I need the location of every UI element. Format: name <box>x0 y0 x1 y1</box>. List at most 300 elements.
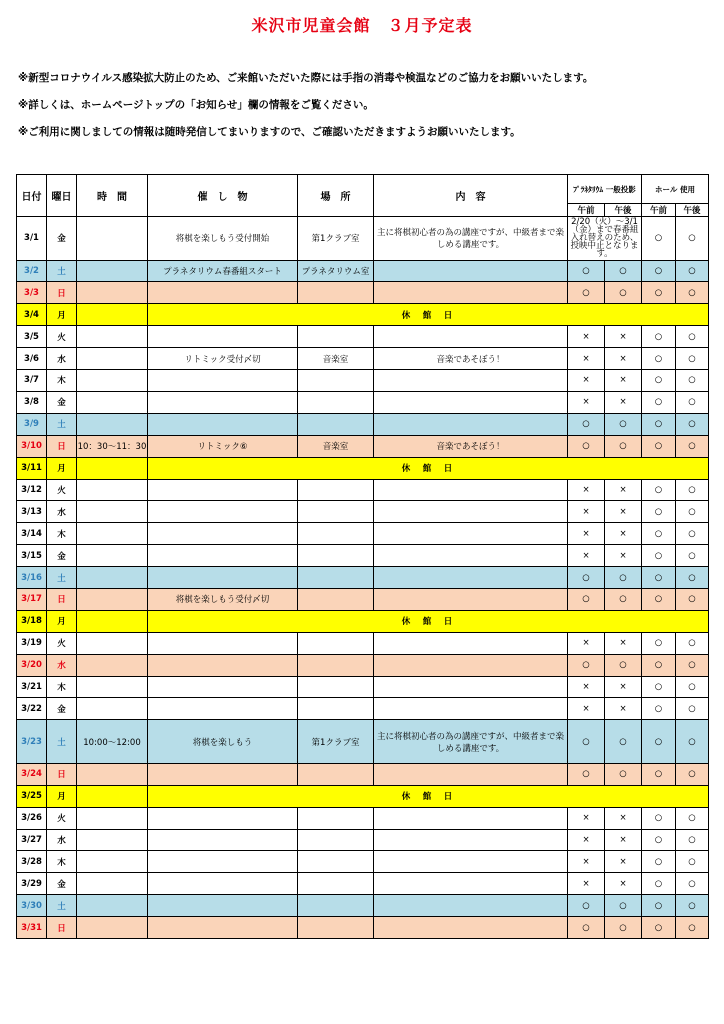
planetarium-pm-cell: × <box>605 391 642 413</box>
hall-pm-cell: ○ <box>676 654 709 676</box>
schedule-row <box>17 326 709 348</box>
hall-pm-cell: ○ <box>676 479 709 501</box>
hall-pm-cell: ○ <box>676 282 709 304</box>
time-cell <box>77 545 148 567</box>
time-cell <box>77 391 148 413</box>
content-cell <box>374 567 568 589</box>
hall-am-cell: ○ <box>642 545 676 567</box>
time-cell <box>77 785 148 807</box>
place-cell: 第1クラブ室 <box>298 217 374 261</box>
planetarium-pm-cell: ○ <box>605 413 642 435</box>
schedule-row <box>17 698 709 720</box>
planetarium-pm-cell: × <box>605 632 642 654</box>
schedule-row <box>17 720 709 764</box>
planetarium-pm-cell: × <box>605 851 642 873</box>
content-cell <box>374 370 568 392</box>
event-cell: リトミック受付〆切 <box>148 348 298 370</box>
weekday-cell: 木 <box>47 851 77 873</box>
weekday-cell: 水 <box>47 501 77 523</box>
closed-day-label: 休 館 日 <box>148 785 709 807</box>
hall-am-cell: ○ <box>642 217 676 261</box>
place-cell <box>298 588 374 610</box>
weekday-cell: 月 <box>47 610 77 632</box>
weekday-cell: 金 <box>47 873 77 895</box>
weekday-cell: 金 <box>47 391 77 413</box>
schedule-row <box>17 654 709 676</box>
planetarium-pm-cell: × <box>605 807 642 829</box>
date-cell: 3/8 <box>17 391 47 413</box>
weekday-cell: 土 <box>47 895 77 917</box>
hall-am-cell: ○ <box>642 413 676 435</box>
hall-pm-cell: ○ <box>676 545 709 567</box>
date-cell: 3/3 <box>17 282 47 304</box>
hall-am-cell: ○ <box>642 720 676 764</box>
place-cell <box>298 567 374 589</box>
hall-am-cell: ○ <box>642 260 676 282</box>
hall-pm-cell: ○ <box>676 435 709 457</box>
hall-am-cell: ○ <box>642 326 676 348</box>
hall-pm-cell: ○ <box>676 763 709 785</box>
schedule-row <box>17 282 709 304</box>
event-cell: リトミック⑥ <box>148 435 298 457</box>
header-hall-am: 午前 <box>642 204 676 217</box>
planetarium-am-cell: ○ <box>568 567 605 589</box>
event-cell <box>148 676 298 698</box>
planetarium-am-cell: × <box>568 632 605 654</box>
header-time: 時 間 <box>77 175 148 217</box>
planetarium-pm-cell: × <box>605 501 642 523</box>
date-cell: 3/11 <box>17 457 47 479</box>
schedule-row <box>17 829 709 851</box>
hall-pm-cell: ○ <box>676 217 709 261</box>
schedule-row <box>17 632 709 654</box>
hall-pm-cell: ○ <box>676 807 709 829</box>
weekday-cell: 水 <box>47 348 77 370</box>
planetarium-pm-cell: ○ <box>605 895 642 917</box>
place-cell <box>298 895 374 917</box>
schedule-row <box>17 588 709 610</box>
hall-am-cell: ○ <box>642 873 676 895</box>
weekday-cell: 土 <box>47 413 77 435</box>
hall-am-cell: ○ <box>642 567 676 589</box>
time-cell <box>77 588 148 610</box>
hall-pm-cell: ○ <box>676 567 709 589</box>
header-hall-pm: 午後 <box>676 204 709 217</box>
hall-am-cell: ○ <box>642 391 676 413</box>
content-cell <box>374 632 568 654</box>
weekday-cell: 土 <box>47 567 77 589</box>
planetarium-pm-cell: × <box>605 698 642 720</box>
hall-am-cell: ○ <box>642 588 676 610</box>
schedule-row <box>17 676 709 698</box>
content-cell <box>374 545 568 567</box>
place-cell <box>298 807 374 829</box>
date-cell: 3/7 <box>17 370 47 392</box>
hall-am-cell: ○ <box>642 435 676 457</box>
schedule-row <box>17 523 709 545</box>
closed-day-label: 休 館 日 <box>148 457 709 479</box>
content-cell: 音楽であそぼう！ <box>374 348 568 370</box>
event-cell <box>148 413 298 435</box>
date-cell: 3/31 <box>17 917 47 939</box>
content-cell <box>374 588 568 610</box>
weekday-cell: 土 <box>47 260 77 282</box>
place-cell <box>298 413 374 435</box>
hall-pm-cell: ○ <box>676 698 709 720</box>
event-cell: 将棋を楽しもう受付〆切 <box>148 588 298 610</box>
time-cell <box>77 326 148 348</box>
time-cell <box>77 260 148 282</box>
weekday-cell: 火 <box>47 326 77 348</box>
weekday-cell: 木 <box>47 370 77 392</box>
planetarium-am-cell: × <box>568 501 605 523</box>
notice-line: ※新型コロナウイルス感染拡大防止のため、ご来館いただいた際には手指の消毒や検温などのご協力をお願いいたします。 <box>18 72 594 84</box>
hall-pm-cell: ○ <box>676 851 709 873</box>
planetarium-pm-cell: ○ <box>605 917 642 939</box>
content-cell: 音楽であそぼう！ <box>374 435 568 457</box>
weekday-cell: 水 <box>47 654 77 676</box>
date-cell: 3/24 <box>17 763 47 785</box>
time-cell <box>77 567 148 589</box>
hall-pm-cell: ○ <box>676 260 709 282</box>
hall-pm-cell: ○ <box>676 348 709 370</box>
planetarium-pm-cell: × <box>605 370 642 392</box>
event-cell: プラネタリウム春番組スタート <box>148 260 298 282</box>
planetarium-pm-cell: × <box>605 326 642 348</box>
hall-am-cell: ○ <box>642 348 676 370</box>
date-cell: 3/23 <box>17 720 47 764</box>
event-cell <box>148 851 298 873</box>
time-cell <box>77 610 148 632</box>
weekday-cell: 月 <box>47 457 77 479</box>
date-cell: 3/14 <box>17 523 47 545</box>
schedule-row <box>17 304 709 326</box>
place-cell <box>298 917 374 939</box>
time-cell <box>77 829 148 851</box>
planetarium-am-cell: × <box>568 676 605 698</box>
event-cell <box>148 501 298 523</box>
date-cell: 3/4 <box>17 304 47 326</box>
place-cell <box>298 326 374 348</box>
planetarium-am-cell: ○ <box>568 413 605 435</box>
time-cell <box>77 348 148 370</box>
planetarium-am-cell: × <box>568 545 605 567</box>
weekday-cell: 土 <box>47 720 77 764</box>
event-cell <box>148 282 298 304</box>
hall-am-cell: ○ <box>642 829 676 851</box>
hall-am-cell: ○ <box>642 479 676 501</box>
date-cell: 3/1 <box>17 217 47 261</box>
date-cell: 3/22 <box>17 698 47 720</box>
schedule-row <box>17 501 709 523</box>
hall-am-cell: ○ <box>642 917 676 939</box>
time-cell <box>77 282 148 304</box>
planetarium-am-cell: × <box>568 391 605 413</box>
place-cell <box>298 873 374 895</box>
content-cell <box>374 260 568 282</box>
schedule-row <box>17 260 709 282</box>
event-cell <box>148 807 298 829</box>
schedule-row <box>17 391 709 413</box>
time-cell <box>77 917 148 939</box>
event-cell <box>148 654 298 676</box>
date-cell: 3/9 <box>17 413 47 435</box>
weekday-cell: 月 <box>47 785 77 807</box>
schedule-row <box>17 348 709 370</box>
place-cell <box>298 763 374 785</box>
date-cell: 3/28 <box>17 851 47 873</box>
weekday-cell: 金 <box>47 545 77 567</box>
schedule-row <box>17 785 709 807</box>
weekday-cell: 日 <box>47 282 77 304</box>
header-place: 場 所 <box>298 175 374 217</box>
weekday-cell: 金 <box>47 698 77 720</box>
content-cell <box>374 282 568 304</box>
content-cell <box>374 479 568 501</box>
planetarium-note-cell: 2/20（火）～3/1（金）まで春番組入れ替えのため、投映中止となります。 <box>568 217 642 261</box>
date-cell: 3/15 <box>17 545 47 567</box>
planetarium-am-cell: × <box>568 873 605 895</box>
hall-am-cell: ○ <box>642 895 676 917</box>
planetarium-pm-cell: ○ <box>605 435 642 457</box>
planetarium-pm-cell: × <box>605 348 642 370</box>
hall-pm-cell: ○ <box>676 676 709 698</box>
schedule-row <box>17 217 709 261</box>
hall-am-cell: ○ <box>642 807 676 829</box>
time-cell: 10:00～12:00 <box>77 720 148 764</box>
place-cell <box>298 479 374 501</box>
schedule-row <box>17 479 709 501</box>
content-cell <box>374 873 568 895</box>
date-cell: 3/16 <box>17 567 47 589</box>
hall-am-cell: ○ <box>642 523 676 545</box>
place-cell <box>298 632 374 654</box>
time-cell <box>77 217 148 261</box>
header-content: 内 容 <box>374 175 568 217</box>
time-cell: 10：30～11：30 <box>77 435 148 457</box>
content-cell <box>374 763 568 785</box>
weekday-cell: 火 <box>47 632 77 654</box>
hall-pm-cell: ○ <box>676 391 709 413</box>
date-cell: 3/12 <box>17 479 47 501</box>
place-cell <box>298 829 374 851</box>
content-cell <box>374 413 568 435</box>
date-cell: 3/26 <box>17 807 47 829</box>
date-cell: 3/13 <box>17 501 47 523</box>
planetarium-pm-cell: ○ <box>605 720 642 764</box>
hall-am-cell: ○ <box>642 698 676 720</box>
hall-pm-cell: ○ <box>676 326 709 348</box>
schedule-row <box>17 851 709 873</box>
content-cell <box>374 698 568 720</box>
date-cell: 3/27 <box>17 829 47 851</box>
header-event: 催 し 物 <box>148 175 298 217</box>
schedule-row <box>17 807 709 829</box>
event-cell <box>148 698 298 720</box>
schedule-row <box>17 457 709 479</box>
event-cell <box>148 545 298 567</box>
hall-pm-cell: ○ <box>676 632 709 654</box>
event-cell <box>148 917 298 939</box>
date-cell: 3/30 <box>17 895 47 917</box>
schedule-row <box>17 567 709 589</box>
closed-day-label: 休 館 日 <box>148 304 709 326</box>
schedule-row <box>17 370 709 392</box>
place-cell <box>298 523 374 545</box>
weekday-cell: 月 <box>47 304 77 326</box>
date-cell: 3/5 <box>17 326 47 348</box>
place-cell <box>298 545 374 567</box>
time-cell <box>77 895 148 917</box>
event-cell: 将棋を楽しもう受付開始 <box>148 217 298 261</box>
schedule-row <box>17 895 709 917</box>
closed-day-label: 休 館 日 <box>148 610 709 632</box>
weekday-cell: 金 <box>47 217 77 261</box>
hall-am-cell: ○ <box>642 676 676 698</box>
place-cell <box>298 370 374 392</box>
planetarium-pm-cell: ○ <box>605 282 642 304</box>
time-cell <box>77 370 148 392</box>
time-cell <box>77 413 148 435</box>
planetarium-am-cell: × <box>568 479 605 501</box>
schedule-table <box>16 174 709 939</box>
date-cell: 3/17 <box>17 588 47 610</box>
place-cell: 音楽室 <box>298 435 374 457</box>
event-cell <box>148 632 298 654</box>
event-cell: 将棋を楽しもう <box>148 720 298 764</box>
time-cell <box>77 676 148 698</box>
hall-am-cell: ○ <box>642 851 676 873</box>
schedule-row <box>17 545 709 567</box>
date-cell: 3/21 <box>17 676 47 698</box>
planetarium-pm-cell: × <box>605 873 642 895</box>
planetarium-pm-cell: ○ <box>605 567 642 589</box>
header-weekday: 曜日 <box>47 175 77 217</box>
time-cell <box>77 763 148 785</box>
place-cell: 第1クラブ室 <box>298 720 374 764</box>
content-cell <box>374 654 568 676</box>
content-cell <box>374 676 568 698</box>
content-cell: 主に将棋初心者の為の講座ですが、中級者まで楽しめる講座です。 <box>374 720 568 764</box>
time-cell <box>77 523 148 545</box>
planetarium-pm-cell: × <box>605 545 642 567</box>
weekday-cell: 日 <box>47 435 77 457</box>
time-cell <box>77 654 148 676</box>
planetarium-pm-cell: × <box>605 479 642 501</box>
schedule-row <box>17 413 709 435</box>
time-cell <box>77 457 148 479</box>
event-cell <box>148 326 298 348</box>
date-cell: 3/18 <box>17 610 47 632</box>
time-cell <box>77 479 148 501</box>
weekday-cell: 日 <box>47 763 77 785</box>
planetarium-am-cell: ○ <box>568 435 605 457</box>
planetarium-am-cell: ○ <box>568 260 605 282</box>
planetarium-am-cell: × <box>568 698 605 720</box>
hall-pm-cell: ○ <box>676 917 709 939</box>
time-cell <box>77 698 148 720</box>
weekday-cell: 木 <box>47 676 77 698</box>
event-cell <box>148 873 298 895</box>
weekday-cell: 木 <box>47 523 77 545</box>
hall-am-cell: ○ <box>642 501 676 523</box>
hall-am-cell: ○ <box>642 370 676 392</box>
weekday-cell: 火 <box>47 807 77 829</box>
time-cell <box>77 851 148 873</box>
hall-pm-cell: ○ <box>676 370 709 392</box>
hall-pm-cell: ○ <box>676 588 709 610</box>
time-cell <box>77 807 148 829</box>
planetarium-am-cell: ○ <box>568 654 605 676</box>
schedule-row <box>17 610 709 632</box>
date-cell: 3/19 <box>17 632 47 654</box>
date-cell: 3/25 <box>17 785 47 807</box>
event-cell <box>148 479 298 501</box>
place-cell: 音楽室 <box>298 348 374 370</box>
planetarium-am-cell: ○ <box>568 763 605 785</box>
planetarium-pm-cell: ○ <box>605 588 642 610</box>
place-cell: プラネタリウム室 <box>298 260 374 282</box>
planetarium-am-cell: ○ <box>568 588 605 610</box>
weekday-cell: 日 <box>47 588 77 610</box>
event-cell <box>148 523 298 545</box>
place-cell <box>298 391 374 413</box>
hall-am-cell: ○ <box>642 282 676 304</box>
planetarium-am-cell: × <box>568 523 605 545</box>
planetarium-pm-cell: ○ <box>605 654 642 676</box>
hall-am-cell: ○ <box>642 654 676 676</box>
event-cell <box>148 567 298 589</box>
hall-pm-cell: ○ <box>676 523 709 545</box>
notice-line: ※詳しくは、ホームページトップの「お知らせ」欄の情報をご覧ください。 <box>18 99 374 111</box>
hall-pm-cell: ○ <box>676 829 709 851</box>
planetarium-am-cell: × <box>568 829 605 851</box>
date-cell: 3/10 <box>17 435 47 457</box>
time-cell <box>77 501 148 523</box>
place-cell <box>298 698 374 720</box>
planetarium-pm-cell: × <box>605 829 642 851</box>
hall-pm-cell: ○ <box>676 873 709 895</box>
content-cell <box>374 895 568 917</box>
planetarium-pm-cell: × <box>605 523 642 545</box>
event-cell <box>148 391 298 413</box>
content-cell <box>374 501 568 523</box>
hall-pm-cell: ○ <box>676 413 709 435</box>
date-cell: 3/29 <box>17 873 47 895</box>
header-planetarium-am: 午前 <box>568 204 605 217</box>
schedule-row <box>17 917 709 939</box>
planetarium-am-cell: × <box>568 370 605 392</box>
header-planetarium-pm: 午後 <box>605 204 642 217</box>
planetarium-pm-cell: × <box>605 676 642 698</box>
weekday-cell: 火 <box>47 479 77 501</box>
content-cell: 主に将棋初心者の為の講座ですが、中級者まで楽しめる講座です。 <box>374 217 568 261</box>
content-cell <box>374 326 568 348</box>
content-cell <box>374 917 568 939</box>
header-date: 日付 <box>17 175 47 217</box>
time-cell <box>77 873 148 895</box>
time-cell <box>77 632 148 654</box>
planetarium-am-cell: ○ <box>568 895 605 917</box>
content-cell <box>374 851 568 873</box>
event-cell <box>148 763 298 785</box>
hall-am-cell: ○ <box>642 763 676 785</box>
planetarium-am-cell: ○ <box>568 282 605 304</box>
planetarium-pm-cell: ○ <box>605 763 642 785</box>
place-cell <box>298 676 374 698</box>
schedule-row <box>17 873 709 895</box>
notice-line: ※ご利用に関しましての情報は随時発信してまいりますので、ご確認いただきますようお願いいたします。 <box>18 126 521 138</box>
